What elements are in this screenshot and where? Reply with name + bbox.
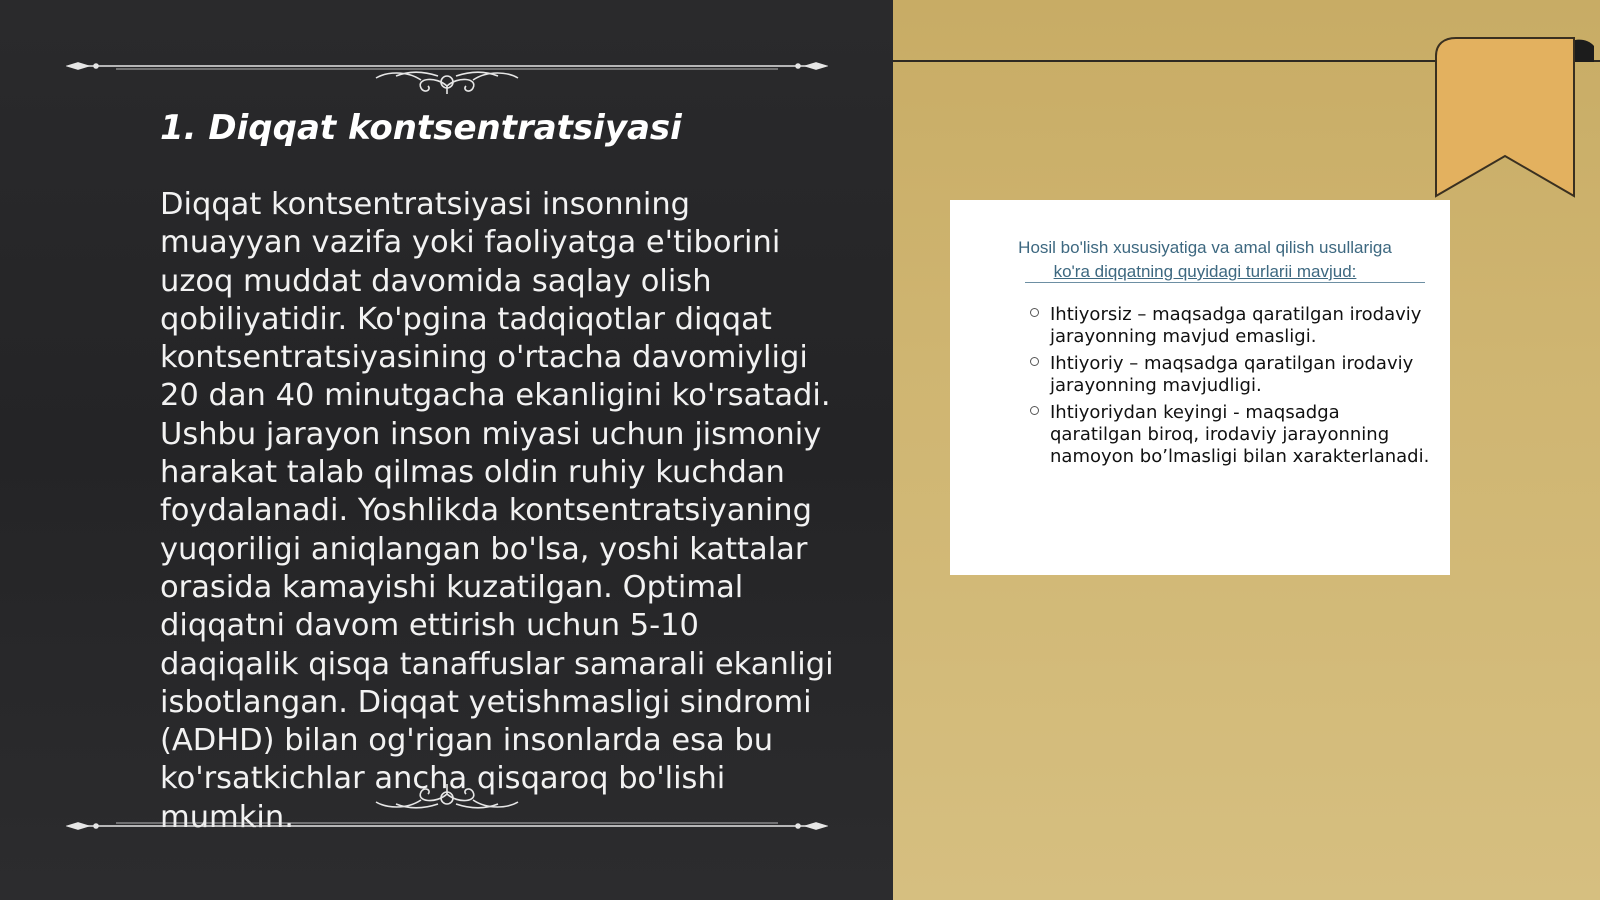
card-heading-line2: ko'ra diqqatning quyidagi turlarii mavjud: — [1053, 262, 1357, 281]
slide-body-text: Diqqat kontsentratsiyasi insonning muayyan vazifa yoki faoliyatga e'tiborini uzoq muddat davomida saqlay olish qobiliyatidir. Ko'pgina tadqiqotlar diqqat kontsentratsiyasining o'rtacha davomiyligi 20 dan 40 minutgacha ekanligini ko'rsatadi. Ushbu jarayon inson miyasi uchun jismoniy harakat talab qilmas oldin ruhiy kuchdan foydalanadi. Yoshlikda kontsentratsiyaning yuqoriligi aniqlangan bo'lsa, yoshi kattalar orasida kamayishi kuzatilgan. Optimal diqqatni davom ettirish uchun 5-10 daqiqalik qisqa tanaffuslar samarali ekanligi isbotlangan. Diqqat yetishmasligi sindromi (ADHD) bilan og'rigan insonlarda esa bu ko'rsatkichlar ancha qisqaroq bo'lishi mumkin. — [160, 187, 834, 835]
slide-title: 1. Diqqat kontsentratsiyasi — [160, 108, 682, 148]
card-list — [1030, 304, 1430, 473]
info-card — [950, 200, 1450, 575]
bookmark-ribbon-icon — [1434, 36, 1594, 202]
list-item — [1030, 402, 1430, 468]
list-item-text: Ihtiyoriy – maqsadga qaratilgan irodaviy jarayonning mavjudligi. — [1050, 353, 1414, 396]
bottom-ornament-divider — [66, 782, 828, 832]
top-ornament-divider — [66, 46, 828, 96]
list-item-text: Ihtiyoriydan keyingi - maqsadga qaratilgan biroq, irodaviy jarayonning namoyon bo’lmasligi bilan xarakterlanadi. — [1050, 402, 1430, 467]
hollow-circle-bullet-icon — [1030, 357, 1039, 366]
card-heading — [975, 236, 1435, 284]
hollow-circle-bullet-icon — [1030, 406, 1039, 415]
list-item — [1030, 304, 1430, 348]
card-heading-rule — [1025, 282, 1425, 283]
list-item — [1030, 353, 1430, 397]
list-item-text: Ihtiyorsiz – maqsadga qaratilgan irodaviy jarayonning mavjud emasligi. — [1050, 304, 1422, 347]
hollow-circle-bullet-icon — [1030, 308, 1039, 317]
card-heading-line1: Hosil bo'lish xususiyatiga va amal qilish usullariga — [1018, 238, 1392, 257]
